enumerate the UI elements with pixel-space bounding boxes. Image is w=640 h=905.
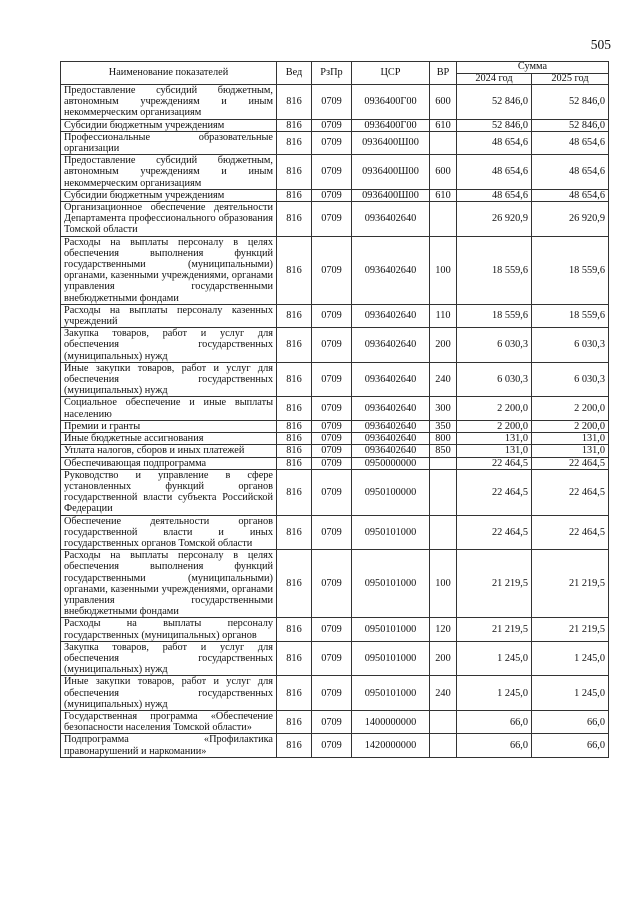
row-ved: 816 [277,710,312,733]
row-name: Закупка товаров, работ и услуг для обеспечения государственных (муниципальных) нужд [61,328,277,363]
row-csr: 0950101000 [352,618,430,641]
row-sum-2024: 48 654,6 [457,131,532,154]
row-sum-2025: 22 464,5 [532,469,609,515]
row-vr: 350 [430,420,457,432]
row-name: Расходы на выплаты персоналу казенных учреждений [61,304,277,327]
row-rzpr: 0709 [312,328,352,363]
row-rzpr: 0709 [312,469,352,515]
row-rzpr: 0709 [312,457,352,469]
table-row [61,515,609,550]
row-ved: 816 [277,445,312,457]
row-vr [430,710,457,733]
row-name: Иные закупки товаров, работ и услуг для обеспечения государственных (муниципальных) нужд [61,362,277,397]
row-name: Подпрограмма «Профилактика правонарушений и наркомании» [61,734,277,757]
header-year-2024: 2024 год [457,73,532,85]
row-ved: 816 [277,362,312,397]
row-sum-2024: 18 559,6 [457,236,532,304]
row-csr: 0936402640 [352,420,430,432]
row-rzpr: 0709 [312,131,352,154]
row-ved: 816 [277,618,312,641]
table-row [61,641,609,676]
row-rzpr: 0709 [312,734,352,757]
row-rzpr: 0709 [312,641,352,676]
row-sum-2025: 1 245,0 [532,676,609,711]
row-ved: 816 [277,304,312,327]
row-name: Обеспечение деятельности органов государственной власти и иных государственных органов Томской области [61,515,277,550]
row-csr: 0936402640 [352,328,430,363]
row-name: Расходы на выплаты персоналу в целях обеспечения выполнения функций государственными (муниципальными) органами, казенными учреждениями, органами управления государственными внебюджетными фондами [61,550,277,618]
row-name: Расходы на выплаты персоналу государственных (муниципальных) органов [61,618,277,641]
row-name: Руководство и управление в сфере установленных функций органов государственной власти субъекта Российской Федерации [61,469,277,515]
row-ved: 816 [277,469,312,515]
row-sum-2024: 1 245,0 [457,676,532,711]
row-vr: 100 [430,236,457,304]
row-sum-2025: 6 030,3 [532,362,609,397]
row-sum-2024: 6 030,3 [457,328,532,363]
row-name: Организационное обеспечение деятельности Департамента профессионального образования Томской области [61,202,277,237]
row-csr: 0936402640 [352,202,430,237]
table-row [61,304,609,327]
row-csr: 0950101000 [352,641,430,676]
row-name: Иные закупки товаров, работ и услуг для обеспечения государственных (муниципальных) нужд [61,676,277,711]
row-vr: 120 [430,618,457,641]
row-csr: 0936402640 [352,362,430,397]
table-row [61,155,609,190]
row-name: Закупка товаров, работ и услуг для обеспечения государственных (муниципальных) нужд [61,641,277,676]
row-rzpr: 0709 [312,362,352,397]
row-rzpr: 0709 [312,550,352,618]
row-ved: 816 [277,457,312,469]
row-rzpr: 0709 [312,710,352,733]
row-vr: 610 [430,189,457,201]
row-sum-2024: 26 920,9 [457,202,532,237]
row-sum-2025: 48 654,6 [532,131,609,154]
row-csr: 0936402640 [352,445,430,457]
row-rzpr: 0709 [312,236,352,304]
row-sum-2025: 1 245,0 [532,641,609,676]
row-ved: 816 [277,155,312,190]
row-sum-2025: 21 219,5 [532,618,609,641]
row-sum-2025: 131,0 [532,445,609,457]
row-ved: 816 [277,119,312,131]
table-row [61,676,609,711]
row-sum-2025: 66,0 [532,734,609,757]
row-vr [430,734,457,757]
row-csr: 0950101000 [352,550,430,618]
row-csr: 0936402640 [352,236,430,304]
row-vr: 600 [430,85,457,120]
row-csr: 0936400Ш00 [352,189,430,201]
row-sum-2024: 1 245,0 [457,641,532,676]
row-rzpr: 0709 [312,420,352,432]
table-row [61,550,609,618]
row-vr [430,457,457,469]
row-vr: 110 [430,304,457,327]
header-rzpr: РзПр [312,62,352,85]
row-sum-2025: 131,0 [532,433,609,445]
row-sum-2024: 2 200,0 [457,420,532,432]
table-body [61,85,609,758]
row-sum-2025: 52 846,0 [532,85,609,120]
row-name: Субсидии бюджетным учреждениям [61,119,277,131]
row-rzpr: 0709 [312,304,352,327]
budget-table [60,61,609,758]
row-name: Государственная программа «Обеспечение безопасности населения Томской области» [61,710,277,733]
row-csr: 1420000000 [352,734,430,757]
row-csr: 0936402640 [352,304,430,327]
row-ved: 816 [277,515,312,550]
row-sum-2025: 22 464,5 [532,515,609,550]
row-sum-2025: 6 030,3 [532,328,609,363]
row-vr: 200 [430,328,457,363]
row-sum-2024: 52 846,0 [457,85,532,120]
row-name: Социальное обеспечение и иные выплаты населению [61,397,277,420]
row-name: Расходы на выплаты персоналу в целях обеспечения выполнения функций государственными (муниципальными) органами, казенными учреждениями, органами управления государственными внебюджетными фондами [61,236,277,304]
row-csr: 0950101000 [352,515,430,550]
row-vr: 100 [430,550,457,618]
row-sum-2025: 48 654,6 [532,189,609,201]
table-row [61,328,609,363]
row-sum-2024: 52 846,0 [457,119,532,131]
row-vr: 850 [430,445,457,457]
table-row [61,445,609,457]
row-sum-2024: 48 654,6 [457,189,532,201]
row-ved: 816 [277,420,312,432]
row-sum-2025: 66,0 [532,710,609,733]
row-vr [430,515,457,550]
row-name: Обеспечивающая подпрограмма [61,457,277,469]
row-rzpr: 0709 [312,85,352,120]
row-vr: 200 [430,641,457,676]
row-sum-2025: 52 846,0 [532,119,609,131]
table-row [61,236,609,304]
row-sum-2024: 66,0 [457,710,532,733]
header-name: Наименование показателей [61,62,277,85]
row-ved: 816 [277,550,312,618]
row-ved: 816 [277,131,312,154]
row-csr: 0936400Г00 [352,119,430,131]
row-sum-2024: 66,0 [457,734,532,757]
table-row [61,433,609,445]
table-row [61,362,609,397]
row-ved: 816 [277,641,312,676]
row-rzpr: 0709 [312,618,352,641]
row-ved: 816 [277,734,312,757]
table-row [61,734,609,757]
row-rzpr: 0709 [312,445,352,457]
table-row [61,119,609,131]
row-rzpr: 0709 [312,119,352,131]
row-csr: 0950101000 [352,676,430,711]
row-csr: 0936400Ш00 [352,131,430,154]
table-row [61,710,609,733]
row-rzpr: 0709 [312,676,352,711]
row-csr: 0950100000 [352,469,430,515]
row-sum-2025: 22 464,5 [532,457,609,469]
row-rzpr: 0709 [312,202,352,237]
row-ved: 816 [277,328,312,363]
row-sum-2024: 131,0 [457,433,532,445]
table-row [61,397,609,420]
row-csr: 0950000000 [352,457,430,469]
row-ved: 816 [277,397,312,420]
header-vr: ВР [430,62,457,85]
row-rzpr: 0709 [312,155,352,190]
row-vr: 600 [430,155,457,190]
table-row [61,469,609,515]
row-csr: 0936400Г00 [352,85,430,120]
table-row [61,189,609,201]
header-year-2025: 2025 год [532,73,609,85]
row-sum-2024: 22 464,5 [457,457,532,469]
header-csr: ЦСР [352,62,430,85]
row-ved: 816 [277,433,312,445]
row-csr: 0936402640 [352,433,430,445]
table-row [61,202,609,237]
row-sum-2025: 48 654,6 [532,155,609,190]
row-vr [430,469,457,515]
row-name: Премии и гранты [61,420,277,432]
table-row [61,420,609,432]
table-row [61,457,609,469]
row-csr: 0936400Ш00 [352,155,430,190]
row-vr [430,202,457,237]
row-vr: 800 [430,433,457,445]
row-ved: 816 [277,202,312,237]
row-sum-2024: 6 030,3 [457,362,532,397]
row-csr: 1400000000 [352,710,430,733]
header-ved: Вед [277,62,312,85]
row-sum-2025: 18 559,6 [532,236,609,304]
row-sum-2024: 22 464,5 [457,515,532,550]
row-name: Предоставление субсидий бюджетным, автономным учреждениям и иным некоммерческим организациям [61,85,277,120]
row-ved: 816 [277,236,312,304]
page-number: 505 [590,37,611,52]
row-sum-2024: 131,0 [457,445,532,457]
row-csr: 0936402640 [352,397,430,420]
row-name: Уплата налогов, сборов и иных платежей [61,445,277,457]
row-sum-2024: 18 559,6 [457,304,532,327]
row-sum-2024: 21 219,5 [457,550,532,618]
row-ved: 816 [277,676,312,711]
row-ved: 816 [277,85,312,120]
row-sum-2024: 2 200,0 [457,397,532,420]
row-vr: 240 [430,362,457,397]
row-name: Предоставление субсидий бюджетным, автономным учреждениям и иным некоммерческим организациям [61,155,277,190]
row-sum-2025: 2 200,0 [532,420,609,432]
row-sum-2025: 2 200,0 [532,397,609,420]
row-rzpr: 0709 [312,433,352,445]
row-sum-2025: 26 920,9 [532,202,609,237]
row-sum-2024: 22 464,5 [457,469,532,515]
row-sum-2025: 18 559,6 [532,304,609,327]
row-name: Субсидии бюджетным учреждениям [61,189,277,201]
row-vr: 610 [430,119,457,131]
row-sum-2025: 21 219,5 [532,550,609,618]
row-vr [430,131,457,154]
table-row [61,618,609,641]
row-sum-2024: 21 219,5 [457,618,532,641]
row-name: Иные бюджетные ассигнования [61,433,277,445]
row-ved: 816 [277,189,312,201]
header-sum: Сумма [457,62,609,74]
table-row [61,131,609,154]
row-vr: 240 [430,676,457,711]
row-rzpr: 0709 [312,397,352,420]
row-sum-2024: 48 654,6 [457,155,532,190]
row-name: Профессиональные образовательные организации [61,131,277,154]
row-rzpr: 0709 [312,189,352,201]
row-vr: 300 [430,397,457,420]
table-row [61,85,609,120]
row-rzpr: 0709 [312,515,352,550]
